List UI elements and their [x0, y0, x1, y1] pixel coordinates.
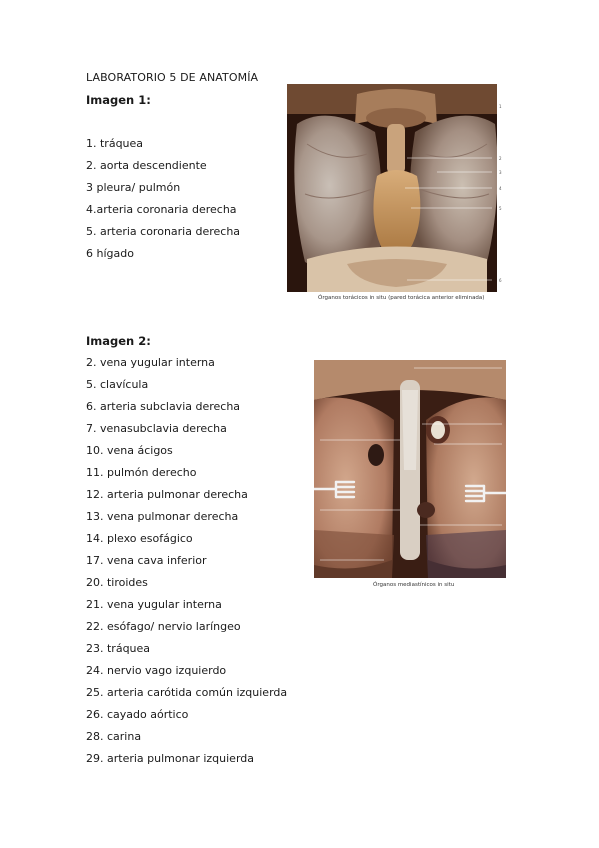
list-item: 5. clavícula	[86, 378, 149, 391]
image2-caption: Órganos mediastínicos in situ	[373, 582, 455, 588]
list-item: 2. vena yugular interna	[86, 356, 215, 369]
list-item: 17. vena cava inferior	[86, 554, 207, 567]
image2-list	[86, 352, 287, 770]
list-item: 21. vena yugular interna	[86, 598, 222, 611]
list-item: 6 hígado	[86, 247, 134, 260]
list-item: 13. vena pulmonar derecha	[86, 510, 239, 523]
document-title: LABORATORIO 5 DE ANATOMÍA	[86, 71, 259, 84]
list-item: 11. pulmón derecho	[86, 466, 197, 479]
figure-label: 1	[499, 104, 502, 109]
image1-heading: Imagen 1:	[86, 93, 151, 107]
list-item: 28. carina	[86, 730, 142, 743]
list-item: 20. tiroides	[86, 576, 148, 589]
list-item: 1. tráquea	[86, 137, 144, 150]
list-item: 22. esófago/ nervio laríngeo	[86, 620, 241, 633]
list-item: 29. arteria pulmonar izquierda	[86, 752, 254, 765]
list-item: 10. vena ácigos	[86, 444, 173, 457]
list-item: 24. nervio vago izquierdo	[86, 664, 227, 677]
list-item: 7. venasubclavia derecha	[86, 422, 227, 435]
list-item: 26. cayado aórtico	[86, 708, 189, 721]
figure-label: 3	[499, 170, 502, 175]
mediastinum-anatomy-photo	[314, 360, 506, 578]
list-item: 5. arteria coronaria derecha	[86, 225, 241, 238]
list-item: 25. arteria carótida común izquierda	[86, 686, 288, 699]
figure-label: 4	[499, 186, 502, 191]
list-item: 3 pleura/ pulmón	[86, 181, 181, 194]
figure-label: 2	[499, 156, 502, 161]
thorax-anatomy-photo	[287, 84, 505, 292]
list-item: 6. arteria subclavia derecha	[86, 400, 241, 413]
list-item: 14. plexo esofágico	[86, 532, 193, 545]
list-item: 4.arteria coronaria derecha	[86, 203, 237, 216]
list-item: 12. arteria pulmonar derecha	[86, 488, 248, 501]
figure-label: 5	[499, 206, 502, 211]
image1-caption: Órganos torácicos in situ (pared torácica anterior eliminada)	[318, 295, 485, 301]
image1-list	[86, 133, 240, 265]
list-item: 2. aorta descendiente	[86, 159, 207, 172]
image2-heading: Imagen 2:	[86, 334, 151, 348]
figure-label: 6	[499, 278, 502, 283]
list-item: 23. tráquea	[86, 642, 151, 655]
